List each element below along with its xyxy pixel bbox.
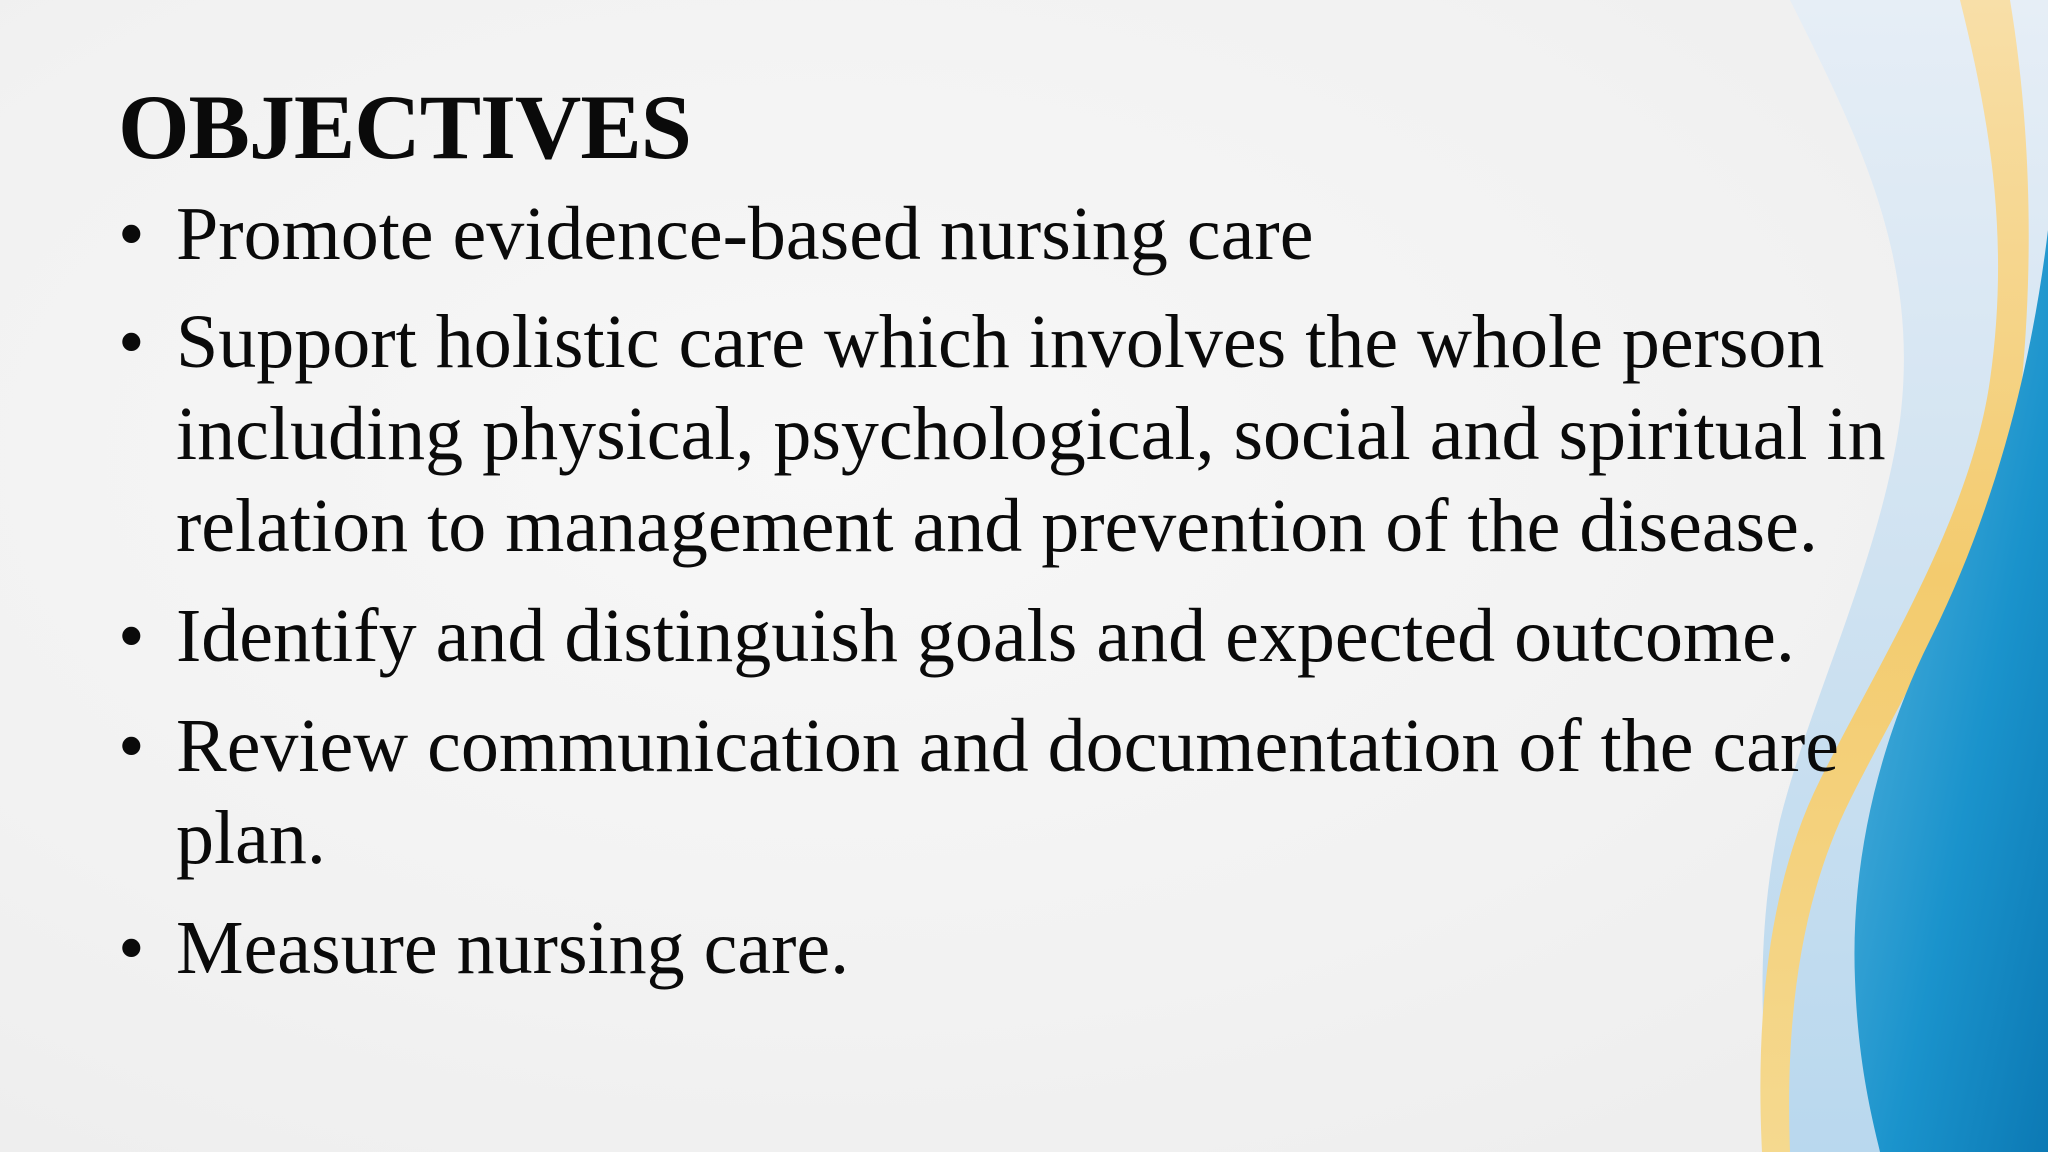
list-item (118, 590, 1918, 682)
bullet-text: Identify and distinguish goals and expected outcome. (176, 594, 1795, 678)
bullet-text: Review communication and documentation of the care plan. (176, 704, 1839, 880)
bullet-text: Promote evidence-based nursing care (176, 192, 1314, 276)
bullet-text: Support holistic care which involves the whole person including physical, psychological, social and spiritual in relation to management and prevention of the disease. (176, 300, 1886, 568)
slide-title: OBJECTIVES (118, 76, 691, 178)
objectives-list (118, 188, 1918, 994)
list-item (118, 902, 1918, 994)
bullet-icon: • (118, 906, 145, 990)
bullet-icon: • (118, 300, 145, 384)
list-item (118, 188, 1918, 280)
slide-content (118, 72, 1918, 1012)
bullet-icon: • (118, 192, 145, 276)
bullet-icon: • (118, 594, 145, 678)
bullet-text: Measure nursing care. (176, 906, 850, 990)
bullet-icon: • (118, 704, 145, 788)
list-item (118, 700, 1918, 884)
list-item (118, 296, 1918, 572)
